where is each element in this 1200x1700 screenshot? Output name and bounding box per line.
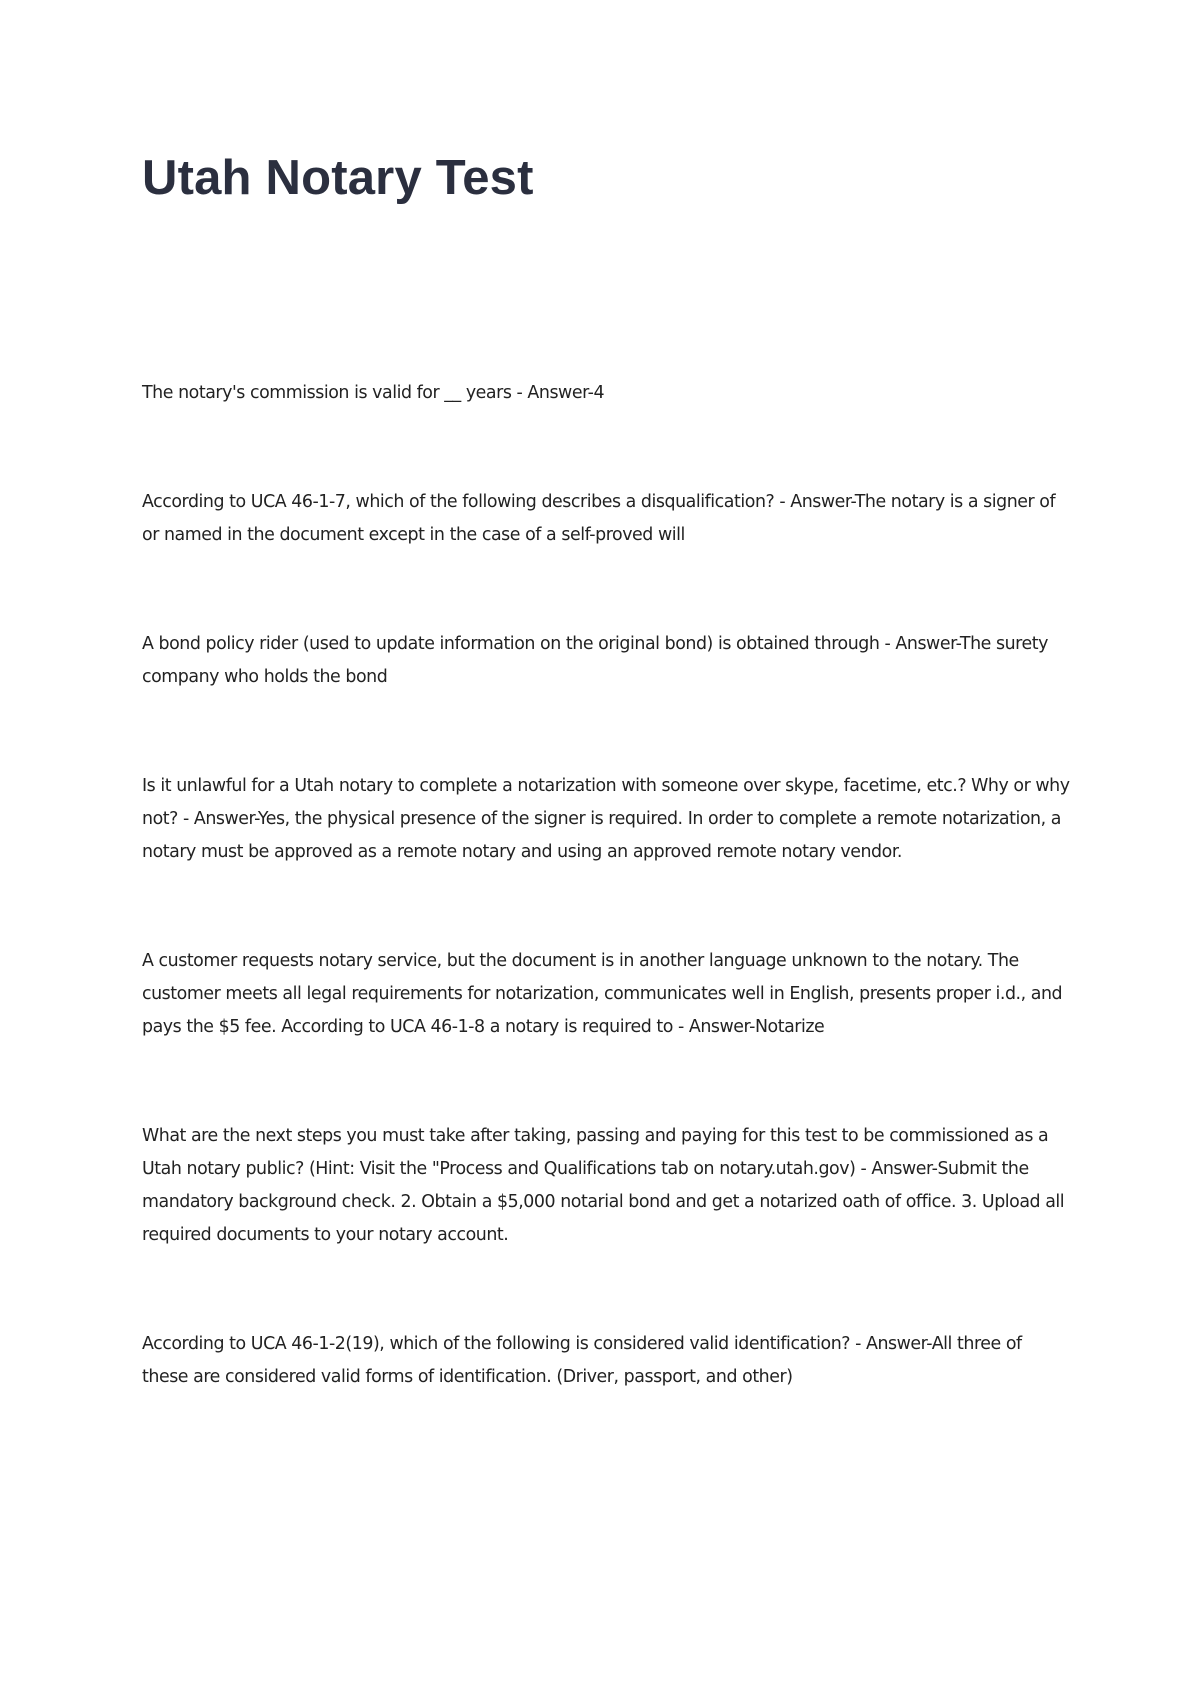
qa-list bbox=[142, 377, 1072, 1394]
qa-item-bond-rider: A bond policy rider (used to update information on the original bond) is obtained through - Answer-The surety company who holds the bond bbox=[142, 634, 1048, 687]
document-title: Utah Notary Test bbox=[142, 151, 534, 205]
qa-item-commission-term: The notary's commission is valid for __ years - Answer-4 bbox=[142, 383, 605, 403]
qa-item-valid-identification: According to UCA 46-1-2(19), which of the following is considered valid identification? - Answer-All three of these are considered valid forms of identification. (Driver, passport, and other) bbox=[142, 1334, 1022, 1387]
qa-item-remote-notarization: Is it unlawful for a Utah notary to complete a notarization with someone over skype, facetime, etc.? Why or why not? - Answer-Yes, the physical presence of the signer is required. In order to complete a remote notarization, a notary must be approved as a remote notary and using an approved remote notary vendor. bbox=[142, 776, 1070, 862]
qa-item-next-steps: What are the next steps you must take after taking, passing and paying for this test to be commissioned as a Utah notary public? (Hint: Visit the "Process and Qualifications tab on notary.utah.gov) - Answer-Submit the mandatory background check. 2. Obtain a $5,000 notarial bond and get a notarized oath of office. 3. Upload all required documents to your notary account. bbox=[142, 1126, 1065, 1245]
qa-item-disqualification: According to UCA 46-1-7, which of the following describes a disqualification? - Answer-The notary is a signer of or named in the document except in the case of a self-proved will bbox=[142, 492, 1056, 545]
qa-item-foreign-language: A customer requests notary service, but the document is in another language unknown to the notary. The customer meets all legal requirements for notarization, communicates well in English, presents proper i.d., and pays the $5 fee. According to UCA 46-1-8 a notary is required to - Answer-Notarize bbox=[142, 951, 1063, 1037]
